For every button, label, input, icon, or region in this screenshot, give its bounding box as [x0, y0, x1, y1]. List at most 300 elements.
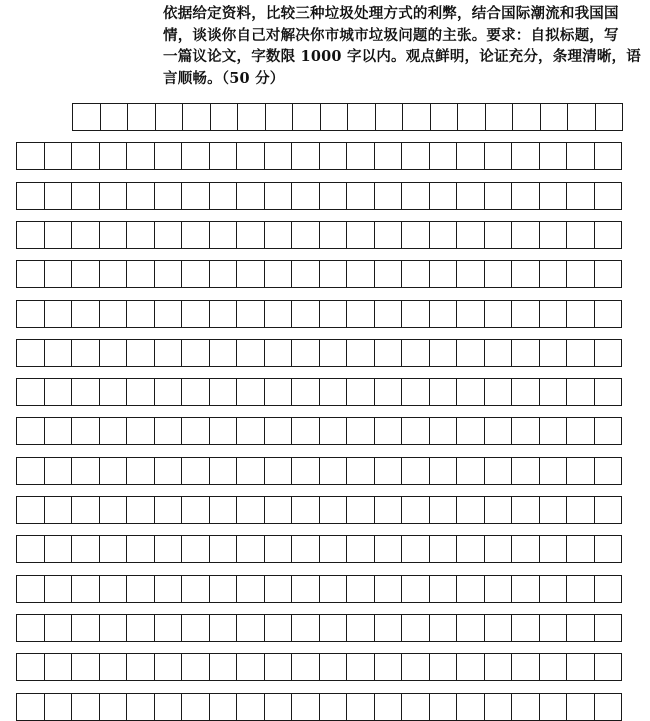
writing-cell[interactable] — [512, 339, 540, 367]
writing-cell[interactable] — [155, 535, 183, 563]
writing-cell[interactable] — [458, 103, 486, 131]
writing-cell[interactable] — [237, 653, 265, 681]
writing-cell[interactable] — [485, 142, 513, 170]
writing-cell[interactable] — [567, 339, 595, 367]
writing-cell[interactable] — [127, 142, 155, 170]
writing-cell[interactable] — [347, 575, 375, 603]
writing-cell[interactable] — [45, 260, 73, 288]
writing-cell[interactable] — [266, 103, 294, 131]
writing-cell[interactable] — [45, 496, 73, 524]
writing-cell[interactable] — [183, 103, 211, 131]
writing-cell[interactable] — [512, 260, 540, 288]
writing-cell[interactable] — [72, 300, 100, 328]
writing-cell[interactable] — [595, 339, 623, 367]
writing-cell[interactable] — [292, 693, 320, 721]
writing-cell[interactable] — [72, 182, 100, 210]
writing-cell[interactable] — [320, 614, 348, 642]
writing-cell[interactable] — [292, 457, 320, 485]
writing-cell[interactable] — [485, 182, 513, 210]
writing-cell[interactable] — [17, 378, 45, 406]
writing-cell[interactable] — [237, 614, 265, 642]
writing-cell[interactable] — [595, 182, 623, 210]
writing-cell[interactable] — [100, 300, 128, 328]
writing-cell[interactable] — [540, 575, 568, 603]
writing-cell[interactable] — [595, 378, 623, 406]
writing-cell[interactable] — [430, 653, 458, 681]
writing-cell[interactable] — [595, 535, 623, 563]
writing-cell[interactable] — [457, 221, 485, 249]
writing-cell[interactable] — [347, 535, 375, 563]
writing-cell[interactable] — [237, 182, 265, 210]
writing-cell[interactable] — [567, 300, 595, 328]
writing-cell[interactable] — [100, 693, 128, 721]
writing-cell[interactable] — [320, 417, 348, 445]
writing-cell[interactable] — [45, 457, 73, 485]
writing-cell[interactable] — [17, 417, 45, 445]
writing-cell[interactable] — [347, 496, 375, 524]
writing-cell[interactable] — [45, 182, 73, 210]
writing-cell[interactable] — [45, 339, 73, 367]
writing-cell[interactable] — [292, 339, 320, 367]
writing-cell[interactable] — [321, 103, 349, 131]
writing-cell[interactable] — [292, 575, 320, 603]
writing-cell[interactable] — [155, 614, 183, 642]
writing-cell[interactable] — [457, 378, 485, 406]
writing-cell[interactable] — [402, 221, 430, 249]
writing-cell[interactable] — [100, 575, 128, 603]
writing-cell[interactable] — [100, 339, 128, 367]
writing-cell[interactable] — [485, 457, 513, 485]
writing-cell[interactable] — [155, 378, 183, 406]
writing-cell[interactable] — [155, 417, 183, 445]
writing-cell[interactable] — [100, 182, 128, 210]
writing-cell[interactable] — [155, 260, 183, 288]
writing-cell[interactable] — [292, 142, 320, 170]
writing-cell[interactable] — [237, 535, 265, 563]
writing-cell[interactable] — [567, 142, 595, 170]
writing-cell[interactable] — [127, 339, 155, 367]
writing-cell[interactable] — [320, 260, 348, 288]
writing-cell[interactable] — [320, 653, 348, 681]
writing-cell[interactable] — [430, 378, 458, 406]
writing-cell[interactable] — [265, 339, 293, 367]
writing-cell[interactable] — [127, 417, 155, 445]
writing-cell[interactable] — [155, 221, 183, 249]
writing-cell[interactable] — [155, 182, 183, 210]
writing-cell[interactable] — [127, 457, 155, 485]
writing-cell[interactable] — [72, 535, 100, 563]
writing-cell[interactable] — [155, 300, 183, 328]
writing-cell[interactable] — [210, 575, 238, 603]
writing-cell[interactable] — [402, 339, 430, 367]
writing-cell[interactable] — [127, 182, 155, 210]
writing-cell[interactable] — [457, 339, 485, 367]
writing-cell[interactable] — [45, 693, 73, 721]
writing-cell[interactable] — [430, 142, 458, 170]
writing-cell[interactable] — [265, 182, 293, 210]
writing-cell[interactable] — [347, 417, 375, 445]
writing-cell[interactable] — [540, 693, 568, 721]
writing-cell[interactable] — [376, 103, 404, 131]
writing-cell[interactable] — [72, 575, 100, 603]
writing-cell[interactable] — [127, 653, 155, 681]
writing-cell[interactable] — [595, 142, 623, 170]
writing-cell[interactable] — [457, 260, 485, 288]
writing-cell[interactable] — [292, 653, 320, 681]
writing-cell[interactable] — [457, 575, 485, 603]
writing-cell[interactable] — [72, 339, 100, 367]
writing-cell[interactable] — [182, 339, 210, 367]
writing-cell[interactable] — [155, 693, 183, 721]
writing-cell[interactable] — [512, 142, 540, 170]
writing-cell[interactable] — [265, 221, 293, 249]
writing-cell[interactable] — [540, 142, 568, 170]
writing-cell[interactable] — [485, 339, 513, 367]
writing-cell[interactable] — [265, 300, 293, 328]
writing-cell[interactable] — [347, 653, 375, 681]
writing-cell[interactable] — [375, 653, 403, 681]
writing-cell[interactable] — [182, 182, 210, 210]
writing-cell[interactable] — [430, 417, 458, 445]
writing-cell[interactable] — [457, 535, 485, 563]
writing-cell[interactable] — [72, 457, 100, 485]
writing-cell[interactable] — [100, 142, 128, 170]
writing-cell[interactable] — [485, 260, 513, 288]
writing-cell[interactable] — [567, 182, 595, 210]
writing-cell[interactable] — [211, 103, 239, 131]
writing-cell[interactable] — [430, 614, 458, 642]
writing-cell[interactable] — [540, 496, 568, 524]
writing-cell[interactable] — [237, 339, 265, 367]
writing-cell[interactable] — [292, 221, 320, 249]
writing-cell[interactable] — [292, 417, 320, 445]
writing-cell[interactable] — [210, 182, 238, 210]
writing-cell[interactable] — [567, 535, 595, 563]
writing-cell[interactable] — [375, 260, 403, 288]
writing-cell[interactable] — [457, 142, 485, 170]
writing-cell[interactable] — [45, 535, 73, 563]
writing-cell[interactable] — [17, 182, 45, 210]
writing-cell[interactable] — [156, 103, 184, 131]
writing-cell[interactable] — [101, 103, 129, 131]
writing-cell[interactable] — [320, 457, 348, 485]
writing-cell[interactable] — [512, 693, 540, 721]
writing-cell[interactable] — [540, 535, 568, 563]
writing-cell[interactable] — [595, 575, 623, 603]
writing-cell[interactable] — [540, 457, 568, 485]
writing-cell[interactable] — [540, 221, 568, 249]
writing-cell[interactable] — [292, 300, 320, 328]
writing-cell[interactable] — [182, 260, 210, 288]
writing-cell[interactable] — [127, 260, 155, 288]
writing-cell[interactable] — [17, 575, 45, 603]
writing-cell[interactable] — [155, 142, 183, 170]
writing-cell[interactable] — [210, 300, 238, 328]
writing-cell[interactable] — [375, 575, 403, 603]
writing-cell[interactable] — [237, 457, 265, 485]
writing-cell[interactable] — [567, 378, 595, 406]
writing-cell[interactable] — [430, 221, 458, 249]
writing-cell[interactable] — [72, 496, 100, 524]
writing-cell[interactable] — [375, 142, 403, 170]
writing-cell[interactable] — [567, 653, 595, 681]
writing-cell[interactable] — [375, 614, 403, 642]
writing-cell[interactable] — [512, 221, 540, 249]
writing-cell[interactable] — [375, 300, 403, 328]
writing-cell[interactable] — [541, 103, 569, 131]
writing-cell[interactable] — [540, 653, 568, 681]
writing-cell[interactable] — [155, 457, 183, 485]
writing-cell[interactable] — [237, 417, 265, 445]
writing-cell[interactable] — [100, 417, 128, 445]
writing-cell[interactable] — [485, 300, 513, 328]
writing-cell[interactable] — [265, 693, 293, 721]
writing-cell[interactable] — [457, 496, 485, 524]
writing-cell[interactable] — [457, 653, 485, 681]
writing-cell[interactable] — [512, 653, 540, 681]
writing-cell[interactable] — [403, 103, 431, 131]
writing-cell[interactable] — [210, 496, 238, 524]
writing-cell[interactable] — [292, 182, 320, 210]
writing-cell[interactable] — [182, 417, 210, 445]
writing-cell[interactable] — [402, 378, 430, 406]
writing-cell[interactable] — [127, 575, 155, 603]
writing-cell[interactable] — [237, 300, 265, 328]
writing-cell[interactable] — [375, 457, 403, 485]
writing-cell[interactable] — [127, 300, 155, 328]
writing-cell[interactable] — [320, 221, 348, 249]
writing-cell[interactable] — [375, 496, 403, 524]
writing-cell[interactable] — [595, 693, 623, 721]
writing-cell[interactable] — [100, 260, 128, 288]
writing-cell[interactable] — [45, 142, 73, 170]
writing-cell[interactable] — [457, 417, 485, 445]
writing-cell[interactable] — [512, 417, 540, 445]
writing-cell[interactable] — [540, 417, 568, 445]
writing-cell[interactable] — [347, 182, 375, 210]
writing-cell[interactable] — [402, 535, 430, 563]
writing-cell[interactable] — [265, 378, 293, 406]
writing-cell[interactable] — [100, 653, 128, 681]
writing-cell[interactable] — [265, 614, 293, 642]
writing-cell[interactable] — [265, 496, 293, 524]
writing-cell[interactable] — [540, 260, 568, 288]
writing-cell[interactable] — [347, 300, 375, 328]
writing-cell[interactable] — [595, 221, 623, 249]
writing-cell[interactable] — [402, 496, 430, 524]
writing-cell[interactable] — [72, 221, 100, 249]
writing-cell[interactable] — [567, 417, 595, 445]
writing-cell[interactable] — [45, 300, 73, 328]
writing-cell[interactable] — [430, 693, 458, 721]
writing-cell[interactable] — [431, 103, 459, 131]
writing-cell[interactable] — [567, 260, 595, 288]
writing-cell[interactable] — [595, 417, 623, 445]
writing-cell[interactable] — [182, 535, 210, 563]
writing-cell[interactable] — [45, 378, 73, 406]
writing-cell[interactable] — [100, 496, 128, 524]
writing-cell[interactable] — [237, 260, 265, 288]
writing-cell[interactable] — [320, 339, 348, 367]
writing-cell[interactable] — [45, 575, 73, 603]
writing-cell[interactable] — [567, 575, 595, 603]
writing-cell[interactable] — [100, 378, 128, 406]
writing-cell[interactable] — [457, 614, 485, 642]
writing-cell[interactable] — [402, 614, 430, 642]
writing-cell[interactable] — [237, 221, 265, 249]
writing-cell[interactable] — [320, 693, 348, 721]
writing-cell[interactable] — [210, 417, 238, 445]
writing-cell[interactable] — [265, 653, 293, 681]
writing-cell[interactable] — [540, 614, 568, 642]
writing-cell[interactable] — [402, 457, 430, 485]
writing-cell[interactable] — [430, 496, 458, 524]
writing-cell[interactable] — [45, 417, 73, 445]
writing-cell[interactable] — [320, 142, 348, 170]
writing-cell[interactable] — [402, 417, 430, 445]
writing-cell[interactable] — [430, 339, 458, 367]
writing-cell[interactable] — [265, 535, 293, 563]
writing-cell[interactable] — [72, 260, 100, 288]
writing-cell[interactable] — [210, 614, 238, 642]
writing-cell[interactable] — [375, 693, 403, 721]
writing-cell[interactable] — [17, 535, 45, 563]
writing-cell[interactable] — [595, 260, 623, 288]
writing-cell[interactable] — [430, 182, 458, 210]
writing-cell[interactable] — [347, 457, 375, 485]
writing-cell[interactable] — [540, 300, 568, 328]
writing-cell[interactable] — [72, 653, 100, 681]
writing-cell[interactable] — [430, 300, 458, 328]
writing-cell[interactable] — [596, 103, 624, 131]
writing-cell[interactable] — [320, 496, 348, 524]
writing-cell[interactable] — [430, 457, 458, 485]
writing-cell[interactable] — [265, 417, 293, 445]
writing-cell[interactable] — [375, 417, 403, 445]
writing-cell[interactable] — [567, 614, 595, 642]
writing-cell[interactable] — [72, 614, 100, 642]
writing-cell[interactable] — [430, 260, 458, 288]
writing-cell[interactable] — [595, 653, 623, 681]
writing-cell[interactable] — [292, 496, 320, 524]
writing-cell[interactable] — [17, 300, 45, 328]
writing-cell[interactable] — [127, 614, 155, 642]
writing-cell[interactable] — [72, 417, 100, 445]
writing-cell[interactable] — [182, 575, 210, 603]
writing-cell[interactable] — [485, 221, 513, 249]
writing-cell[interactable] — [595, 457, 623, 485]
writing-cell[interactable] — [347, 339, 375, 367]
writing-cell[interactable] — [127, 378, 155, 406]
writing-cell[interactable] — [100, 457, 128, 485]
writing-cell[interactable] — [512, 496, 540, 524]
writing-cell[interactable] — [512, 575, 540, 603]
writing-cell[interactable] — [182, 221, 210, 249]
writing-cell[interactable] — [182, 496, 210, 524]
writing-cell[interactable] — [485, 693, 513, 721]
writing-cell[interactable] — [375, 535, 403, 563]
writing-cell[interactable] — [265, 142, 293, 170]
writing-cell[interactable] — [45, 614, 73, 642]
writing-cell[interactable] — [320, 300, 348, 328]
writing-cell[interactable] — [17, 142, 45, 170]
writing-cell[interactable] — [238, 103, 266, 131]
writing-cell[interactable] — [72, 142, 100, 170]
writing-cell[interactable] — [17, 339, 45, 367]
writing-cell[interactable] — [513, 103, 541, 131]
writing-cell[interactable] — [210, 339, 238, 367]
writing-cell[interactable] — [375, 378, 403, 406]
writing-cell[interactable] — [512, 182, 540, 210]
writing-cell[interactable] — [485, 417, 513, 445]
writing-cell[interactable] — [540, 339, 568, 367]
writing-cell[interactable] — [100, 535, 128, 563]
writing-cell[interactable] — [347, 614, 375, 642]
writing-cell[interactable] — [155, 653, 183, 681]
writing-cell[interactable] — [127, 496, 155, 524]
writing-cell[interactable] — [485, 535, 513, 563]
writing-cell[interactable] — [347, 260, 375, 288]
writing-cell[interactable] — [347, 221, 375, 249]
writing-cell[interactable] — [265, 457, 293, 485]
writing-cell[interactable] — [320, 535, 348, 563]
writing-cell[interactable] — [210, 535, 238, 563]
writing-cell[interactable] — [17, 457, 45, 485]
writing-cell[interactable] — [402, 182, 430, 210]
writing-cell[interactable] — [210, 457, 238, 485]
writing-cell[interactable] — [237, 575, 265, 603]
writing-cell[interactable] — [348, 103, 376, 131]
writing-cell[interactable] — [237, 378, 265, 406]
writing-cell[interactable] — [17, 221, 45, 249]
writing-cell[interactable] — [485, 496, 513, 524]
writing-cell[interactable] — [375, 339, 403, 367]
writing-cell[interactable] — [210, 142, 238, 170]
writing-cell[interactable] — [182, 653, 210, 681]
writing-cell[interactable] — [292, 614, 320, 642]
writing-cell[interactable] — [402, 653, 430, 681]
writing-cell[interactable] — [595, 614, 623, 642]
writing-cell[interactable] — [128, 103, 156, 131]
writing-cell[interactable] — [402, 260, 430, 288]
writing-cell[interactable] — [100, 221, 128, 249]
writing-cell[interactable] — [457, 693, 485, 721]
writing-cell[interactable] — [457, 300, 485, 328]
writing-cell[interactable] — [512, 614, 540, 642]
writing-cell[interactable] — [402, 300, 430, 328]
writing-cell[interactable] — [485, 653, 513, 681]
writing-cell[interactable] — [182, 457, 210, 485]
writing-cell[interactable] — [182, 378, 210, 406]
writing-cell[interactable] — [485, 575, 513, 603]
writing-cell[interactable] — [375, 182, 403, 210]
writing-cell[interactable] — [17, 614, 45, 642]
writing-cell[interactable] — [293, 103, 321, 131]
writing-cell[interactable] — [595, 496, 623, 524]
writing-cell[interactable] — [292, 535, 320, 563]
writing-cell[interactable] — [320, 378, 348, 406]
writing-cell[interactable] — [210, 221, 238, 249]
writing-cell[interactable] — [512, 378, 540, 406]
writing-cell[interactable] — [402, 142, 430, 170]
writing-cell[interactable] — [100, 614, 128, 642]
writing-cell[interactable] — [155, 575, 183, 603]
writing-cell[interactable] — [567, 457, 595, 485]
writing-cell[interactable] — [17, 260, 45, 288]
writing-cell[interactable] — [485, 378, 513, 406]
writing-cell[interactable] — [347, 378, 375, 406]
writing-cell[interactable] — [17, 496, 45, 524]
